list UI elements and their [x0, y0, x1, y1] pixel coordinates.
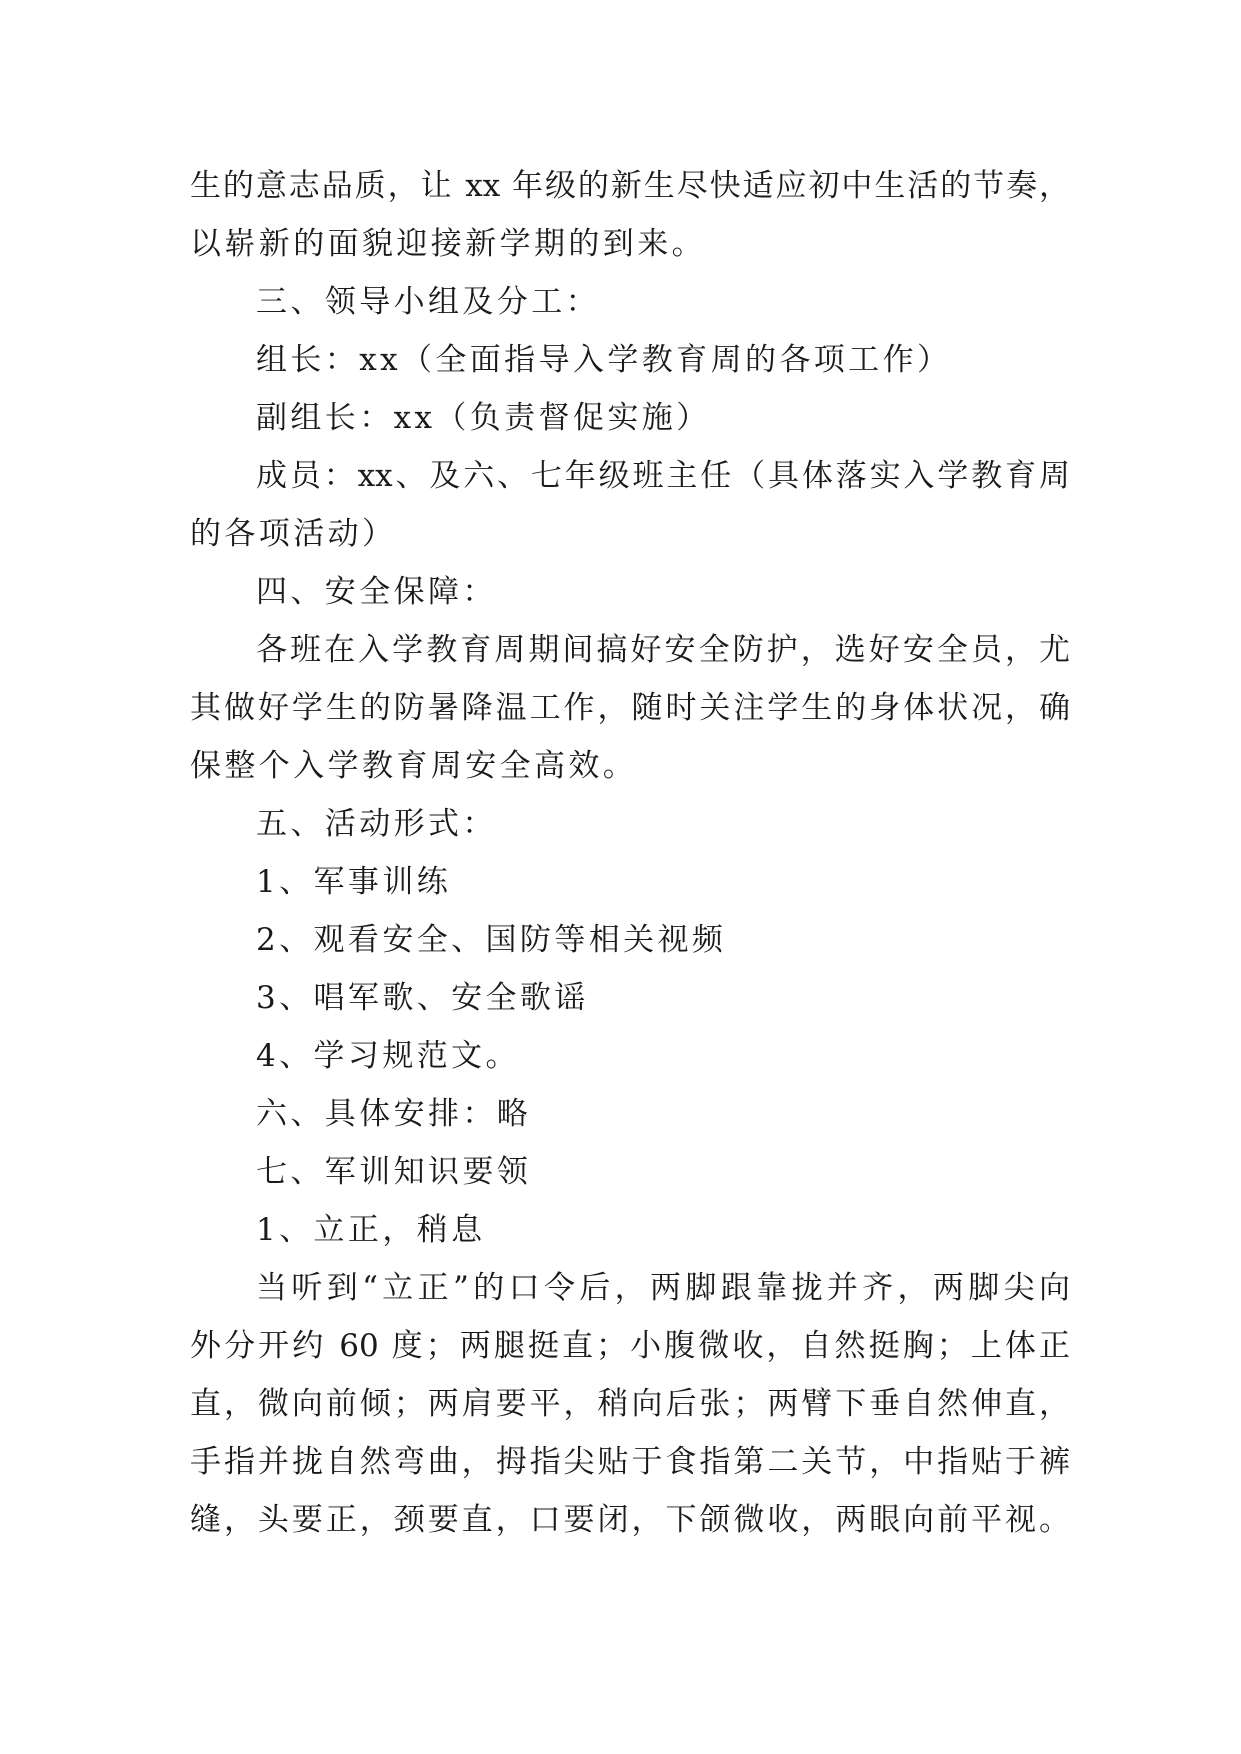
line-text: 各班在入学教育周期间搞好安全防护，选好安全员，尤 — [256, 632, 1070, 668]
paragraph-line — [190, 505, 1070, 563]
document-body — [190, 157, 1070, 1549]
list-item — [190, 1027, 1070, 1085]
line-text: 当听到“立正”的口令后，两脚跟靠拢并齐，两脚尖向 — [256, 1270, 1070, 1306]
line-text: 3、唱军歌、安全歌谣 — [256, 980, 589, 1016]
section-heading — [190, 563, 1070, 621]
line-text: 以崭新的面貌迎接新学期的到来。 — [190, 226, 706, 262]
line-text: 六、具体安排：略 — [256, 1096, 532, 1132]
line-text: 副组长：xx（负责督促实施） — [256, 400, 711, 436]
section-heading — [190, 795, 1070, 853]
paragraph-line — [190, 389, 1070, 447]
line-text: 2、观看安全、国防等相关视频 — [256, 922, 727, 958]
paragraph-line — [190, 1375, 1070, 1433]
paragraph-line — [190, 737, 1070, 795]
line-text: 其做好学生的防暑降温工作，随时关注学生的身体状况，确 — [190, 690, 1070, 726]
line-text: 组长：xx（全面指导入学教育周的各项工作） — [256, 342, 952, 378]
paragraph-line — [190, 679, 1070, 737]
paragraph-line — [190, 1317, 1070, 1375]
line-text: 生的意志品质，让 xx 年级的新生尽快适应初中生活的节奏， — [190, 168, 1070, 204]
line-text: 五、活动形式： — [256, 806, 497, 842]
section-heading — [190, 1085, 1070, 1143]
paragraph-line — [190, 621, 1070, 679]
section-heading — [190, 273, 1070, 331]
section-heading — [190, 1143, 1070, 1201]
paragraph-line — [190, 1433, 1070, 1491]
paragraph-line — [190, 157, 1070, 215]
paragraph-line — [190, 1259, 1070, 1317]
paragraph-line — [190, 331, 1070, 389]
list-item — [190, 853, 1070, 911]
line-text: 三、领导小组及分工： — [256, 284, 600, 320]
list-item — [190, 1201, 1070, 1259]
line-text: 四、安全保障： — [256, 574, 497, 610]
line-text: 1、军事训练 — [256, 864, 452, 900]
line-text: 1、立正，稍息 — [256, 1212, 486, 1248]
line-text: 缝，头要正，颈要直，口要闭，下颌微收，两眼向前平视。 — [190, 1502, 1070, 1538]
line-text: 七、军训知识要领 — [256, 1154, 532, 1190]
line-text: 的各项活动） — [190, 516, 397, 552]
paragraph-line — [190, 447, 1070, 505]
line-text: 手指并拢自然弯曲，拇指尖贴于食指第二关节，中指贴于裤 — [190, 1444, 1070, 1480]
line-text: 保整个入学教育周安全高效。 — [190, 748, 638, 784]
line-text: 外分开约 60 度；两腿挺直；小腹微收，自然挺胸；上体正 — [190, 1328, 1070, 1364]
line-text: 直，微向前倾；两肩要平，稍向后张；两臂下垂自然伸直， — [190, 1386, 1070, 1422]
list-item — [190, 969, 1070, 1027]
paragraph-line — [190, 1491, 1070, 1549]
paragraph-line — [190, 215, 1070, 273]
line-text: 成员：xx、及六、七年级班主任（具体落实入学教育周 — [256, 458, 1070, 494]
list-item — [190, 911, 1070, 969]
line-text: 4、学习规范文。 — [256, 1038, 520, 1074]
